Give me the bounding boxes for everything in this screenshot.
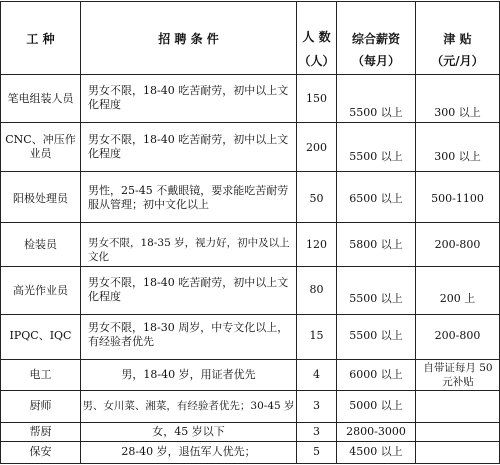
headcount: 5 bbox=[313, 445, 320, 458]
salary: 5500 以上 bbox=[349, 292, 403, 305]
header-salary: 综合薪资 bbox=[351, 32, 400, 46]
rule bbox=[336, 1, 337, 464]
job-title: CNC、冲压作业员 bbox=[5, 133, 76, 160]
job-requirements: 28-40 岁，退伍军人优先； bbox=[121, 445, 256, 458]
salary: 5500 以上 bbox=[349, 150, 403, 163]
subsidy: 200 上 bbox=[439, 292, 476, 305]
rule bbox=[0, 1, 1, 464]
job-requirements: 男女不限，18-30 周岁，中专文化以上，有经验者优先 bbox=[88, 321, 289, 348]
job-requirements: 女，45 岁以下 bbox=[152, 425, 225, 438]
salary: 5800 以上 bbox=[349, 238, 403, 251]
job-title: 厨师 bbox=[29, 399, 52, 412]
headcount: 150 bbox=[306, 92, 327, 105]
rule bbox=[0, 266, 500, 267]
subsidy: 200-800 bbox=[434, 329, 481, 342]
job-title: 高光作业员 bbox=[13, 284, 68, 297]
job-requirements: 男、女川菜、湘菜，有经验者优先；30-45 岁 bbox=[82, 400, 295, 412]
job-requirements: 男女不限，18-40 吃苦耐劳，初中以上文化程度 bbox=[88, 276, 289, 303]
job-title: IPQC、IQC bbox=[9, 329, 72, 342]
header-salary-unit: （每月） bbox=[351, 54, 400, 68]
job-title: 电工 bbox=[29, 368, 52, 381]
rule bbox=[0, 171, 500, 172]
salary: 4500 以上 bbox=[349, 445, 403, 458]
header-count-unit: （人） bbox=[298, 54, 335, 68]
rule bbox=[415, 1, 416, 464]
job-title: 笔电组装人员 bbox=[7, 92, 74, 105]
headcount: 4 bbox=[313, 368, 320, 381]
salary: 6000 以上 bbox=[349, 368, 403, 381]
job-requirements: 男性，25-45 不戴眼镜，要求能吃苦耐劳服从管理；初中文化以上 bbox=[88, 184, 289, 211]
rule bbox=[0, 314, 500, 315]
rule bbox=[0, 441, 500, 442]
job-title: 阳极处理员 bbox=[13, 192, 68, 205]
rule bbox=[0, 74, 500, 75]
subsidy: 200-800 bbox=[434, 238, 481, 251]
subsidy: 300 以上 bbox=[434, 150, 481, 163]
rule bbox=[0, 422, 500, 423]
subsidy: 500-1100 bbox=[431, 192, 484, 205]
job-title: 检装员 bbox=[24, 238, 57, 251]
job-title: 保安 bbox=[29, 445, 52, 458]
headcount: 50 bbox=[309, 192, 324, 205]
header-job-type: 工 种 bbox=[26, 32, 55, 46]
header-subsidy-unit: （元/月） bbox=[431, 54, 484, 68]
rule bbox=[80, 1, 81, 464]
rule bbox=[0, 359, 500, 360]
job-requirements: 男女不限，18-35 岁，视力好，初中及以上文化 bbox=[88, 237, 290, 263]
rule bbox=[296, 1, 297, 464]
rule bbox=[0, 463, 500, 464]
headcount: 80 bbox=[309, 283, 324, 296]
salary: 5000 以上 bbox=[349, 399, 403, 412]
rule bbox=[0, 390, 500, 391]
subsidy: 自带证每月 50 元补贴 bbox=[423, 362, 493, 388]
header-requirements: 招 聘 条 件 bbox=[158, 32, 219, 46]
job-requirements: 男女不限，18-40 吃苦耐劳，初中以上文化程度 bbox=[88, 133, 289, 160]
headcount: 200 bbox=[306, 141, 327, 154]
job-title: 帮厨 bbox=[29, 425, 52, 438]
job-requirements: 男，18-40 岁，用证者优先 bbox=[121, 368, 256, 381]
salary: 2800-3000 bbox=[346, 425, 406, 438]
headcount: 3 bbox=[313, 425, 320, 438]
rule bbox=[0, 122, 500, 123]
salary: 5500 以上 bbox=[349, 106, 403, 119]
header-count: 人 数 bbox=[302, 30, 331, 44]
headcount: 120 bbox=[306, 238, 327, 251]
rule bbox=[0, 1, 500, 2]
subsidy: 300 以上 bbox=[434, 106, 481, 119]
salary: 6500 以上 bbox=[349, 192, 403, 205]
header-subsidy: 津 贴 bbox=[443, 32, 472, 46]
job-requirements: 男女不限，18-40 吃苦耐劳，初中以上文化程度 bbox=[88, 84, 289, 111]
headcount: 3 bbox=[313, 399, 320, 412]
headcount: 15 bbox=[309, 329, 324, 342]
salary: 5500 以上 bbox=[349, 329, 403, 342]
rule bbox=[0, 222, 500, 223]
